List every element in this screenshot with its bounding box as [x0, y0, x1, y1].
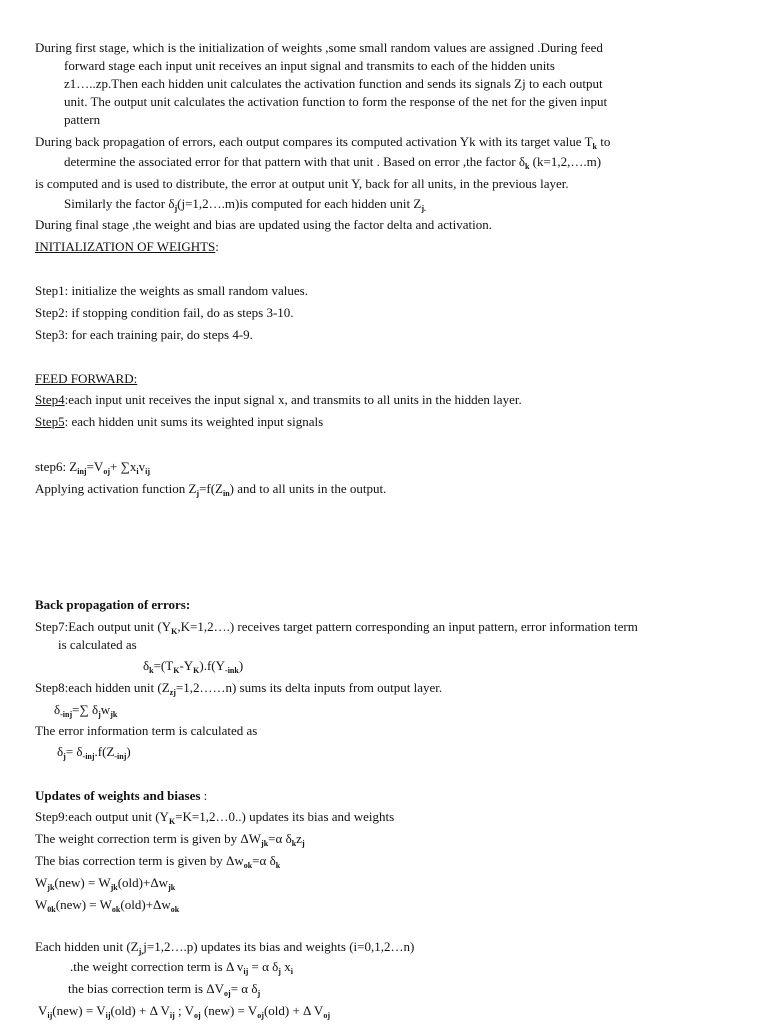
ff-step6: step6: $Z_{inj}=V_{oj}+ \sum x_iv_{ij}$: [35, 459, 150, 476]
init-step1: Step1: initialize the weights as small random values.: [35, 283, 308, 298]
bp-formula-delta-j: $\delta_j= \delta_{-inj}.f(Z_{-inj})$: [57, 744, 131, 761]
init-step3: Step3: for each training pair, do steps 4-9.: [35, 327, 253, 342]
ff-step4: Step4:each input unit receives the input signal x, and transmits to all units in the hidden layer.: [35, 392, 522, 407]
upd-v-new: $V_{ij}(new) = V_{ij}(old) + \Delta$ $V_{ij}$ ; $V_{oj}$ $(new) = V_{oj}(old) + \Delta$ $V_{oj}$: [38, 1003, 330, 1020]
upd-w-jk: $W_{jk}(new) = W_{jk}(old)+\Delta w_{jk}$: [35, 875, 176, 892]
upd-heading: Updates of weights and biases :: [35, 788, 208, 803]
upd-w-0k: $W_{0k}(new) = W_{ok}(old)+\Delta w_{ok}$: [35, 897, 180, 914]
bp-error-line: The error information term is calculated as: [35, 723, 258, 738]
para1-line1: During first stage, which is the initialization of weights ,some small random values are assigned .During feed: [35, 40, 603, 55]
upd-hidden-bias: the bias correction term is $\Delta V_{oj}= \alpha$ $\delta_j$: [68, 981, 261, 998]
para1-line4: unit. The output unit calculates the activation function to form the response of the net for the given input: [64, 94, 608, 109]
para2-line1: During back propagation of errors, each output compares its computed activation Yk with its target value $T_k$ to: [35, 134, 611, 151]
init-heading: INITIALIZATION OF WEIGHTS:: [35, 239, 219, 254]
bp-formula-delta-inj: $\delta_{-inj}=\sum$ $\delta_jw_{jk}$: [54, 702, 118, 719]
bp-heading: Back propagation of errors:: [35, 597, 191, 612]
upd-weight-correction: The weight correction term is given by $\Delta W_{jk}=\alpha$ $\delta_kz_j$: [35, 831, 305, 848]
upd-bias-correction: The bias correction term is given by $\Delta w_{ok}=\alpha$ $\delta_k$: [35, 853, 281, 870]
ff-step5: Step5: each hidden unit sums its weighted input signals: [35, 414, 324, 429]
bp-formula-delta-k: $\delta_k=(T_K-Y_K).f(Y_{-ink})$: [143, 658, 244, 675]
ff-activation: Applying activation function $Z_j=f(Z_{in})$ and to all units in the output.: [35, 481, 387, 498]
para2-line3: is computed and is used to distribute, the error at output unit Y, back for all units, in the previous layer.: [35, 176, 569, 191]
bp-step8: Step8:each hidden unit $(Z_{zj}=1,2\dots\dots n)$ sums its delta inputs from output layer.: [35, 680, 443, 697]
upd-hidden-weight: .the weight correction term is Δ $v_{ij} = \alpha$ $\delta_j$ $x_i$: [70, 959, 293, 976]
para2-line4: Similarly the factor $\delta_j(j=1,2\dots.m)is$ computed for each hidden unit $Z_{j.}$: [64, 196, 426, 213]
bp-step7: Step7:Each output unit $(Y_K,K=1,2\dots.)$ receives target pattern corresponding an input pattern, error information term: [35, 619, 638, 636]
para1-line2: forward stage each input unit receives an input signal and transmits to each of the hidden units: [64, 58, 555, 73]
para1-line5: pattern: [64, 112, 101, 127]
upd-hidden-unit: Each hidden unit $(Z_{j,}j=1,2\dots.p)$ updates its bias and weights (i=0,1,2…n): [35, 939, 415, 956]
ff-heading: FEED FORWARD:: [35, 371, 138, 386]
para1-line3: z1…..zp.Then each hidden unit calculates the activation function and sends its signals Zj to each output: [64, 76, 603, 91]
bp-step7-cont: is calculated as: [58, 637, 137, 652]
para2-line5: During final stage ,the weight and bias are updated using the factor delta and activation.: [35, 217, 493, 232]
para2-line2: determine the associated error for that pattern with that unit . Based on error ,the factor $\delta_k$ (k=1,2,….m): [64, 154, 602, 171]
upd-step9: Step9:each output unit $(Y_K=K=1,2\dots 0..)$ updates its bias and weights: [35, 809, 395, 826]
init-step2: Step2: if stopping condition fail, do as steps 3-10.: [35, 305, 294, 320]
